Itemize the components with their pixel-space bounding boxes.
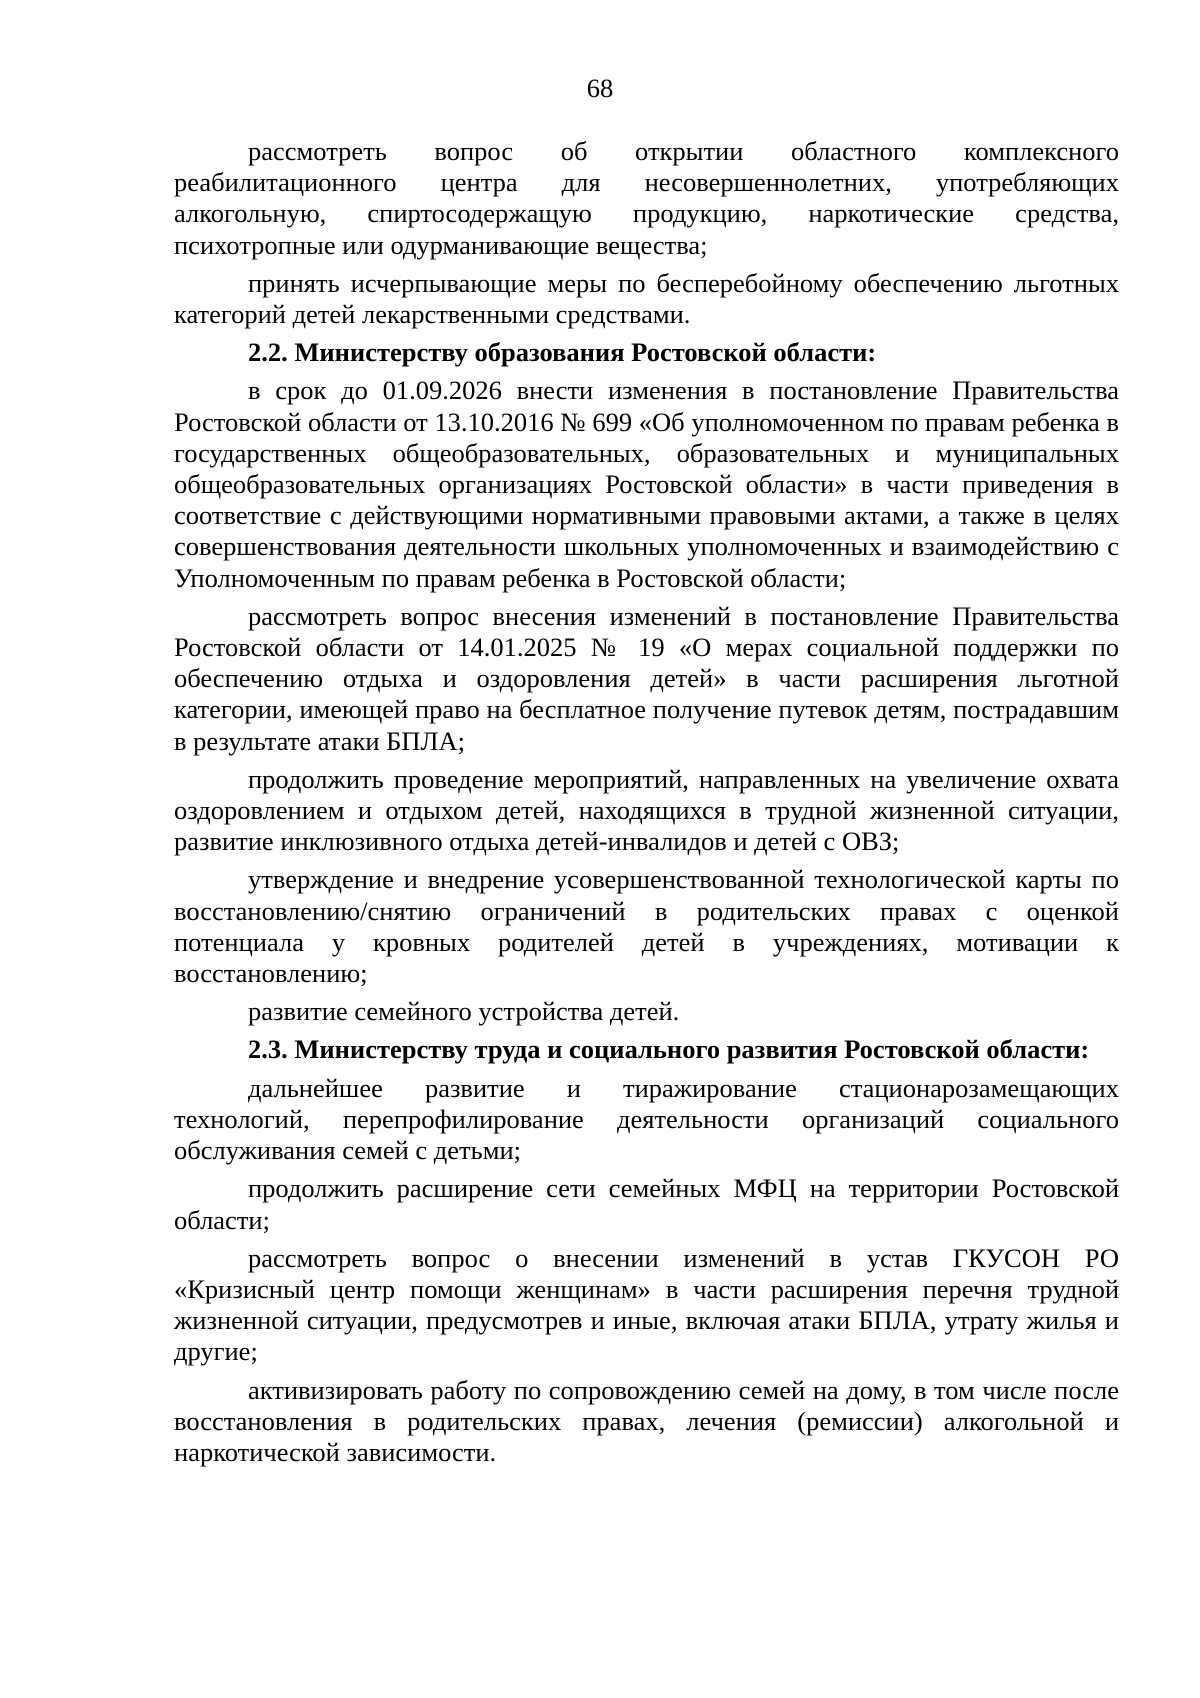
paragraph-rehab-center: рассмотреть вопрос об открытии областного комплексного реабилитационного центра для несовершеннолетних, употребляющих алкогольную, спиртосодержащую продукцию, наркотические средства, психотропные или одурманивающие вещества; <box>174 136 1119 260</box>
paragraph-technology-map: утверждение и внедрение усовершенствованной технологической карты по восстановлению/снятию ограничений в родительских правах с оценкой потенциала у кровных родителей детей в учреждениях, мотивации к восстановлению; <box>174 864 1119 989</box>
paragraph-crisis-center: рассмотреть вопрос о внесении изменений в устав ГКУСОН РО «Кризисный центр помощи женщинам» в части расширения перечня трудной жизненной ситуации, предусмотрев и иные, включая атаки БПЛА, утрату жилья и другие; <box>174 1242 1119 1367</box>
paragraph-recreation-resolution: рассмотреть вопрос внесения изменений в постановление Правительства Ростовской области от 14.01.2025 № 19 «О мерах социальной поддержки по обеспечению отдыха и оздоровления детей» в части расширения льготной категории, имеющей право на бесплатное получение путевок детям, пострадавшим в результате атаки БПЛА; <box>174 600 1119 756</box>
paragraph-family-placement: развитие семейного устройства детей. <box>248 996 680 1027</box>
paragraph-inpatient-replacement: дальнейшее развитие и тиражирование стационарозамещающих технологий, перепрофилирование деятельности организаций социального обслуживания семей с детьми; <box>174 1072 1119 1166</box>
paragraph-medicine-supply: принять исчерпывающие меры по бесперебойному обеспечению льготных категорий детей лекарственными средствами. <box>174 267 1119 330</box>
document-body <box>174 136 1119 1475</box>
paragraph-recreation-events: продолжить проведение мероприятий, направленных на увеличение охвата оздоровлением и отдыхом детей, находящихся в трудной жизненной ситуации, развитие инклюзивного отдыха детей-инвалидов и детей с ОВЗ; <box>174 763 1119 857</box>
paragraph-family-mfc: продолжить расширение сети семейных МФЦ на территории Ростовской области; <box>174 1173 1119 1235</box>
page-number: 68 <box>586 73 614 103</box>
paragraph-home-support: активизировать работу по сопровождению семей на дому, в том числе после восстановления в родительских правах, лечения (ремиссии) алкогольной и наркотической зависимости. <box>174 1374 1119 1467</box>
paragraph-ombudsman-resolution: в срок до 01.09.2026 внести изменения в постановление Правительства Ростовской области от 13.10.2016 № 699 «Об уполномоченном по правам ребенка в государственных общеобразовательных, образовательных и муниципальных общеобразовательных организациях Ростовской области» в части приведения в соответствие с действующими нормативными правовыми актами, а также в целях совершенствования деятельности школьных уполномоченных и взаимодействию с Уполномоченным по правам ребенка в Ростовской области; <box>174 375 1119 593</box>
section-heading-2-3: 2.3. Министерству труда и социального развития Ростовской области: <box>248 1034 1090 1065</box>
section-heading-2-2: 2.2. Министерству образования Ростовской области: <box>248 337 877 368</box>
